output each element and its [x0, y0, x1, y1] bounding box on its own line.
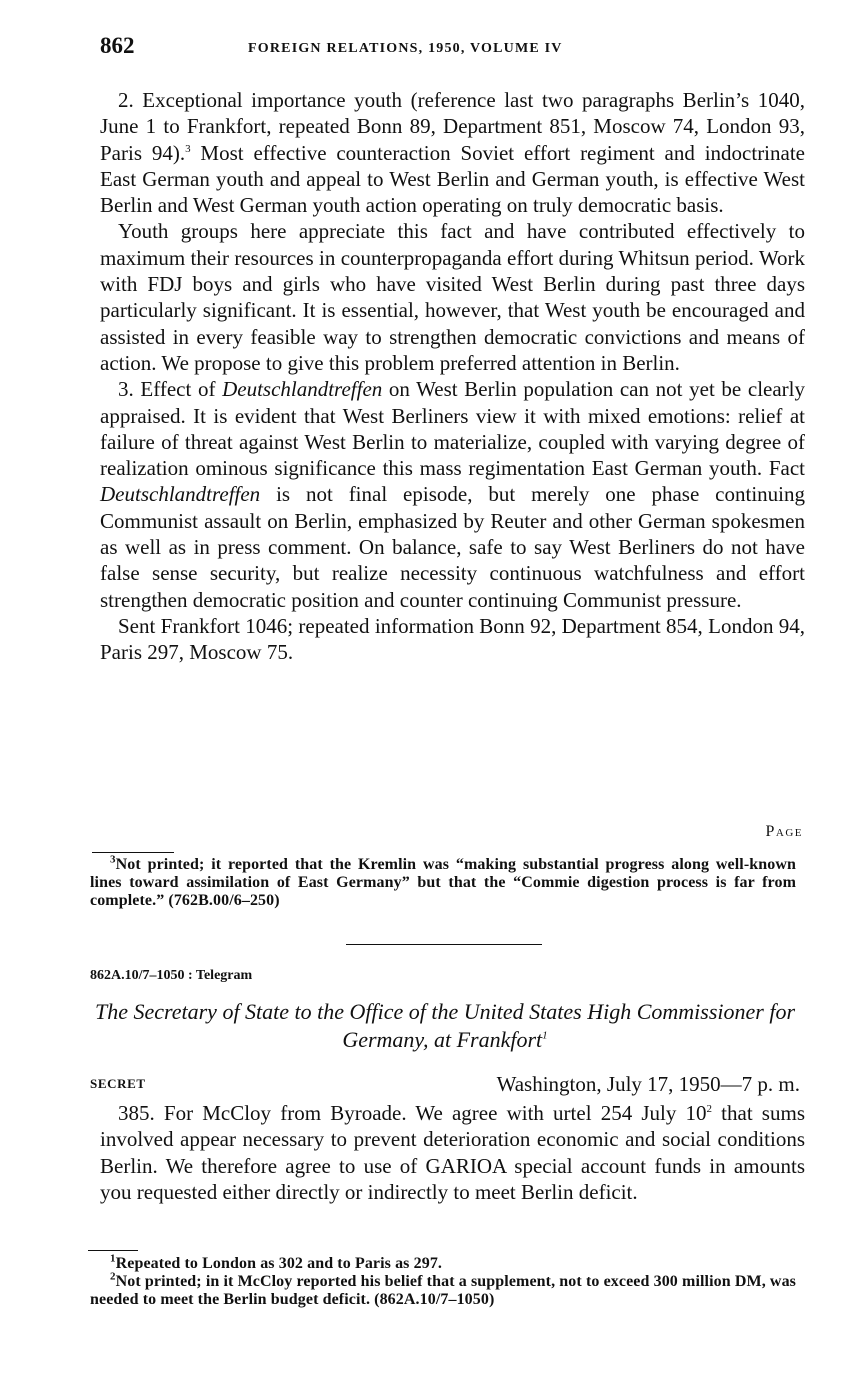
- paragraph-youth-groups: Youth groups here appreciate this fact and have contributed effectively to maximum their resources in counterpropaganda effort during Whitsun period. Work with FDJ boys and girls who have visited West Berlin during past three days particularly significant. It is essential, however, that West youth be encouraged and assisted in every feasible way to strengthen democratic convictions and means of action. We propose to give this problem preferred attention in Berlin.: [100, 219, 805, 375]
- footnote-3: $^3$Not printed; it reported that the Kremlin was “making substantial progress along well-known lines toward assimilation of East Germany” but that the “Commie digestion process is far from complete.” (762B.00/6–250): [90, 853, 796, 909]
- document-id: 862A.10/7–1050 : Telegram: [90, 968, 253, 983]
- paragraph-sent-info: Sent Frankfort 1046; repeated information Bonn 92, Department 854, London 94, Paris 297, Moscow 75.: [100, 613, 805, 665]
- paragraph-mccloy: 385. For McCloy from Byroade. We agree with urtel 254 July $10^2$ that sums involved appear necessary to prevent deterioration economic and social conditions Berlin. We therefore agree to use of GARIOA special account funds in amounts you requested either directly or indirectly to meet Berlin deficit.: [100, 1101, 805, 1204]
- dateline: [90, 1072, 800, 1102]
- paragraph-deutschlandtreffen: 3. Effect of Deutschlandtreffen on West Berlin population can not yet be clearly appraised. It is evident that West Berliners view it with mixed emotions: relief at failure of threat against West Berlin to materialize, coupled with varying degree of realization ominous significance this mass regimentation East German youth. Fact Deutschlandtreffen is not final episode, but merely one phase continuing Communist assault on Berlin, emphasized by Reuter and other German spokesmen as well as in press comment. On balance, safe to say West Berliners do not have false sense security, but realize necessity continuous watchfulness and effort strengthen democratic position and counter continuing Communist pressure.: [100, 377, 805, 612]
- page-number: 862: [100, 33, 135, 58]
- paragraph-youth: 2. Exceptional importance youth (reference last two paragraphs Berlin’s 1040, June 1 to Frankfort, repeated Bonn 89, Department 851, Moscow 74, London 93, Paris 94).$^3$ Most effective counteraction Soviet effort regiment and indoctrinate East German youth and appeal to West Berlin and German youth, is effective West Berlin and West German youth action operating on truly democratic basis.: [100, 88, 805, 218]
- footnote-ref-1[interactable]: 1: [542, 1029, 548, 1042]
- document-divider: [346, 944, 542, 945]
- telegram-body: [100, 1100, 805, 1205]
- footnote-marker: 1: [110, 1252, 116, 1265]
- footnote-marker: 3: [110, 853, 116, 866]
- footnote-rule: [92, 852, 174, 853]
- footnote-rule: [88, 1250, 138, 1251]
- classification-label: SECRET: [90, 1076, 146, 1091]
- page-marker: Page: [765, 823, 803, 840]
- footnote-ref-3[interactable]: 3: [185, 142, 191, 155]
- place-date: Washington, July 17, 1950—7 p. m.: [496, 1072, 800, 1096]
- footnote-marker: 2: [110, 1270, 116, 1283]
- footnote-ref-2[interactable]: 2: [706, 1103, 713, 1115]
- document-title: The Secretary of State to the Office of the United States High Commissioner for Germany, at Frankfort$^1$: [94, 999, 796, 1052]
- page-header: [100, 33, 800, 63]
- running-head: FOREIGN RELATIONS, 1950, VOLUME IV: [248, 41, 563, 56]
- footnote-2: $^2$Not printed; in it McCloy reported his belief that a supplement, not to exceed 300 million DM, was needed to meet the Berlin budget deficit. (862A.10/7–1050): [90, 1270, 796, 1308]
- footnote-1: $^1$Repeated to London as 302 and to Paris as 297.: [110, 1252, 443, 1272]
- telegram-continuation: [100, 87, 805, 666]
